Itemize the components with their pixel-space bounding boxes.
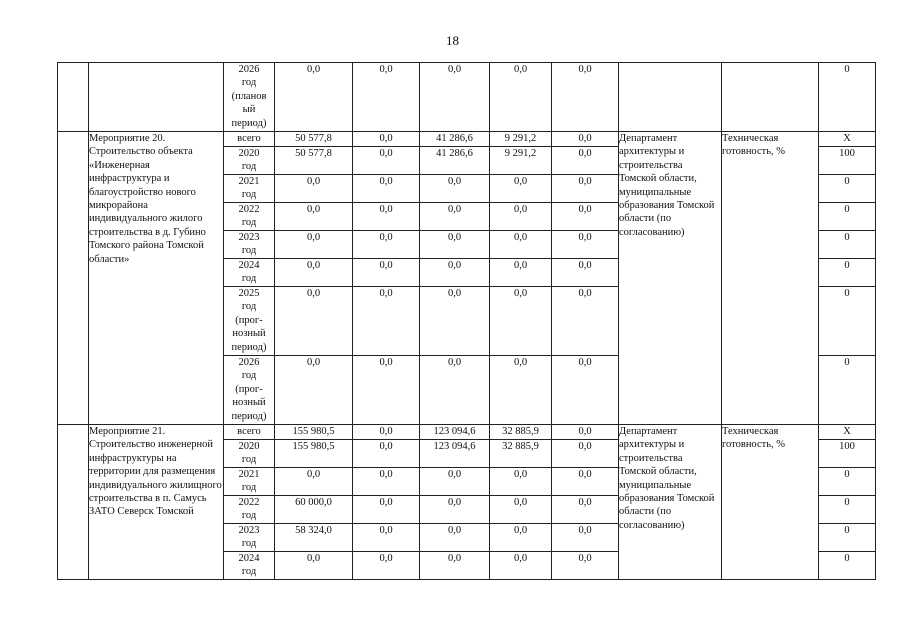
- value-cell: 0,0: [552, 496, 619, 524]
- value-cell: 0,0: [353, 203, 420, 231]
- value-cell: 0,0: [353, 356, 420, 425]
- value-cell: 0,0: [490, 259, 552, 287]
- table-row: [58, 63, 876, 132]
- value-cell: 58 324,0: [275, 524, 353, 552]
- page-number: 18: [446, 33, 459, 48]
- value-cell: 0,0: [552, 287, 619, 356]
- value-cell: 0,0: [490, 524, 552, 552]
- value-cell: 0,0: [353, 287, 420, 356]
- period-cell: 2023 год: [224, 524, 275, 552]
- value-cell: 0,0: [353, 496, 420, 524]
- value-cell: 41 286,6: [420, 147, 490, 175]
- executor-cell: Департамент архитектуры и строительства Томской области, муниципальные образования Томской области (по согласованию): [619, 132, 722, 425]
- target-cell: 0: [819, 259, 876, 287]
- value-cell: 0,0: [490, 552, 552, 580]
- table-row: [58, 132, 876, 147]
- value-cell: 123 094,6: [420, 425, 490, 440]
- target-cell: 0: [819, 175, 876, 203]
- value-cell: 0,0: [490, 231, 552, 259]
- value-cell: 0,0: [420, 552, 490, 580]
- value-cell: 0,0: [420, 63, 490, 132]
- row-index-cell: [58, 63, 89, 132]
- target-cell: X: [819, 132, 876, 147]
- value-cell: 0,0: [420, 496, 490, 524]
- target-cell: 0: [819, 356, 876, 425]
- value-cell: 0,0: [420, 203, 490, 231]
- value-cell: 0,0: [552, 425, 619, 440]
- period-cell: 2024 год: [224, 259, 275, 287]
- value-cell: 0,0: [353, 440, 420, 468]
- value-cell: 0,0: [353, 524, 420, 552]
- target-cell: 0: [819, 468, 876, 496]
- period-cell: 2025 год (прог- нозный период): [224, 287, 275, 356]
- value-cell: 0,0: [420, 524, 490, 552]
- target-cell: 100: [819, 440, 876, 468]
- indicator-cell: Техническая готовность, %: [722, 425, 819, 580]
- table-body: [58, 63, 876, 580]
- value-cell: 0,0: [420, 356, 490, 425]
- value-cell: 0,0: [353, 552, 420, 580]
- value-cell: 0,0: [353, 132, 420, 147]
- value-cell: 0,0: [490, 175, 552, 203]
- value-cell: 60 000,0: [275, 496, 353, 524]
- indicator-cell: Техническая готовность, %: [722, 132, 819, 425]
- value-cell: 0,0: [353, 147, 420, 175]
- executor-cell: [619, 63, 722, 132]
- value-cell: 0,0: [552, 175, 619, 203]
- value-cell: 0,0: [275, 203, 353, 231]
- value-cell: 0,0: [552, 356, 619, 425]
- value-cell: 0,0: [353, 175, 420, 203]
- period-cell: всего: [224, 132, 275, 147]
- value-cell: 0,0: [353, 468, 420, 496]
- value-cell: 0,0: [490, 63, 552, 132]
- activity-cell: [89, 63, 224, 132]
- value-cell: 0,0: [490, 356, 552, 425]
- period-cell: 2022 год: [224, 203, 275, 231]
- value-cell: 0,0: [552, 440, 619, 468]
- value-cell: 9 291,2: [490, 132, 552, 147]
- value-cell: 32 885,9: [490, 440, 552, 468]
- value-cell: 0,0: [420, 175, 490, 203]
- period-cell: 2024 год: [224, 552, 275, 580]
- value-cell: 0,0: [490, 203, 552, 231]
- value-cell: 155 980,5: [275, 425, 353, 440]
- value-cell: 0,0: [490, 468, 552, 496]
- value-cell: 0,0: [353, 63, 420, 132]
- value-cell: 0,0: [275, 287, 353, 356]
- row-index-cell: [58, 132, 89, 425]
- value-cell: 0,0: [552, 147, 619, 175]
- target-cell: 0: [819, 231, 876, 259]
- target-cell: X: [819, 425, 876, 440]
- value-cell: 9 291,2: [490, 147, 552, 175]
- value-cell: 0,0: [420, 287, 490, 356]
- period-cell: 2021 год: [224, 468, 275, 496]
- value-cell: 0,0: [552, 259, 619, 287]
- value-cell: 0,0: [552, 552, 619, 580]
- value-cell: 0,0: [275, 356, 353, 425]
- value-cell: 50 577,8: [275, 147, 353, 175]
- indicator-cell: [722, 63, 819, 132]
- table-row: [58, 425, 876, 440]
- value-cell: 123 094,6: [420, 440, 490, 468]
- period-cell: 2026 год (прог- нозный период): [224, 356, 275, 425]
- period-cell: 2020 год: [224, 147, 275, 175]
- target-cell: 0: [819, 287, 876, 356]
- value-cell: 0,0: [552, 524, 619, 552]
- value-cell: 0,0: [353, 231, 420, 259]
- value-cell: 0,0: [420, 259, 490, 287]
- value-cell: 0,0: [420, 468, 490, 496]
- period-cell: 2021 год: [224, 175, 275, 203]
- value-cell: 0,0: [552, 63, 619, 132]
- target-cell: 0: [819, 496, 876, 524]
- period-cell: 2022 год: [224, 496, 275, 524]
- target-cell: 0: [819, 203, 876, 231]
- target-cell: 0: [819, 524, 876, 552]
- value-cell: 0,0: [275, 468, 353, 496]
- value-cell: 32 885,9: [490, 425, 552, 440]
- value-cell: 50 577,8: [275, 132, 353, 147]
- value-cell: 0,0: [275, 63, 353, 132]
- activity-title: Мероприятие 20. Строительство объекта «Инженерная инфраструктура и благоустройство нового микрорайона индивидуального жилого строительства в д. Губино Томского района Томской области»: [89, 132, 224, 425]
- value-cell: 0,0: [275, 259, 353, 287]
- value-cell: 0,0: [552, 203, 619, 231]
- executor-cell: Департамент архитектуры и строительства Томской области, муниципальные образования Томской области (по согласованию): [619, 425, 722, 580]
- target-cell: 0: [819, 63, 876, 132]
- value-cell: 0,0: [275, 175, 353, 203]
- activity-title: Мероприятие 21. Строительство инженерной инфраструктуры на территории для размещения индивидуального жилищного строительства в п. Самусь ЗАТО Северск Томской: [89, 425, 224, 580]
- value-cell: 41 286,6: [420, 132, 490, 147]
- value-cell: 0,0: [490, 496, 552, 524]
- period-cell: 2026 год (планов ый период): [224, 63, 275, 132]
- value-cell: 0,0: [552, 132, 619, 147]
- row-index-cell: [58, 425, 89, 580]
- period-cell: всего: [224, 425, 275, 440]
- period-cell: 2023 год: [224, 231, 275, 259]
- value-cell: 0,0: [552, 231, 619, 259]
- value-cell: 155 980,5: [275, 440, 353, 468]
- program-table: [57, 62, 876, 580]
- value-cell: 0,0: [420, 231, 490, 259]
- value-cell: 0,0: [353, 425, 420, 440]
- value-cell: 0,0: [353, 259, 420, 287]
- value-cell: 0,0: [552, 468, 619, 496]
- period-cell: 2020 год: [224, 440, 275, 468]
- target-cell: 100: [819, 147, 876, 175]
- value-cell: 0,0: [275, 552, 353, 580]
- value-cell: 0,0: [490, 287, 552, 356]
- target-cell: 0: [819, 552, 876, 580]
- value-cell: 0,0: [275, 231, 353, 259]
